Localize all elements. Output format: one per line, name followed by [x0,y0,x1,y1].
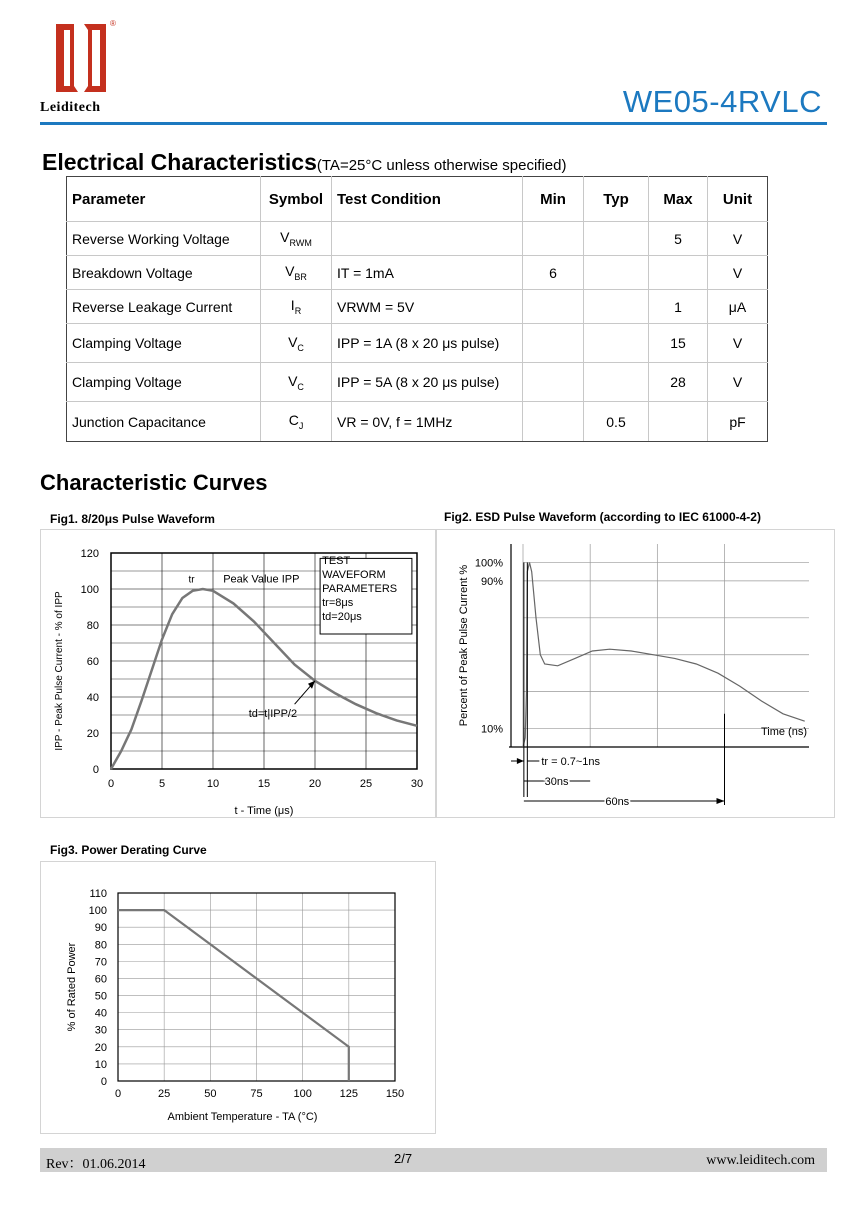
table-row [67,324,768,363]
y-tick-label: 20 [86,728,99,740]
annotation-tr: tr [188,574,195,586]
footer-rev: Rev：01.06.2014 [46,1157,146,1172]
y-tick-label: 0 [92,764,99,776]
y-tick-label: 80 [86,620,99,632]
y-tick-label: 20 [94,1041,107,1054]
annotation-30ns: 30ns [544,776,569,788]
cell-unit: V [708,324,768,363]
y-tick-label: 60 [94,973,107,986]
y-tick-label: 30 [94,1024,107,1037]
electrical-heading-title: Electrical Characteristics [42,149,317,175]
table-row [67,402,768,442]
col-parameter: Parameter [67,177,261,222]
y-tick-label: 0 [100,1076,107,1088]
cell-parameter: Reverse Working Voltage [67,222,261,256]
electrical-table [66,176,768,442]
cell-unit: μA [708,290,768,324]
fig3-title: Fig3. Power Derating Curve [50,843,207,857]
cell-parameter: Reverse Leakage Current [67,290,261,324]
x-tick-label: 125 [339,1088,359,1100]
table-row [67,363,768,402]
x-tick-label: 75 [250,1088,263,1100]
y-tick-label: 90 [94,922,107,935]
registered-mark: ® [110,19,116,28]
y-tick-label: 60 [86,656,99,668]
cell-min [523,324,584,363]
cell-parameter: Junction Capacitance [67,402,261,442]
table-row [67,222,768,256]
annotation-peak: Peak Value IPP [223,573,300,586]
annotation-box-line: PARAMETERS [322,582,398,595]
cell-min [523,222,584,256]
col-max: Max [649,177,708,222]
cell-min: 6 [523,256,584,290]
x-tick-label: 25 [359,778,373,790]
footer-website[interactable]: www.leiditech.com [706,1153,815,1168]
cell-typ [584,256,649,290]
cell-condition: VR = 0V, f = 1MHz [332,402,523,442]
cell-parameter: Breakdown Voltage [67,256,261,290]
cell-max: 15 [649,324,708,363]
cell-unit: pF [708,402,768,442]
x-tick-label: 25 [158,1088,171,1100]
x-axis-label: Ambient Temperature - TA (°C) [167,1111,318,1123]
footer-bar [40,1148,827,1172]
col-typ: Typ [584,177,649,222]
x-axis-label: t - Time (μs) [234,805,294,817]
x-tick-label: 10 [206,778,220,790]
cell-condition: IT = 1mA [332,256,523,290]
cell-condition: IPP = 5A (8 x 20 μs pulse) [332,363,523,402]
cell-condition [332,222,523,256]
cell-parameter: Clamping Voltage [67,363,261,402]
cell-max [649,256,708,290]
cell-typ [584,290,649,324]
y-tick-label: 40 [86,692,99,704]
cell-symbol: $V_C$ [261,363,332,402]
y-tick-label: 10% [480,723,503,736]
cell-unit: V [708,222,768,256]
y-tick-label: 100 [88,905,107,918]
cell-typ: 0.5 [584,402,649,442]
cell-max [649,402,708,442]
col-min: Min [523,177,584,222]
y-tick-label: 40 [94,1007,107,1020]
curves-heading: Characteristic Curves [40,470,268,495]
annotation-box-line: TEST [322,554,351,567]
header-rule [40,122,827,125]
y-tick-label: 100% [474,557,503,570]
y-tick-label: 50 [94,990,107,1003]
y-axis-label: % of Rated Power [66,942,78,1032]
cell-typ [584,363,649,402]
y-tick-label: 70 [94,956,107,969]
footer-page: 2/7 [394,1151,413,1166]
cell-symbol: $I_R$ [261,290,332,324]
cell-typ [584,222,649,256]
annotation-rise: tr = 0.7~1ns [541,756,601,768]
t60-arrow-head [717,798,725,804]
cell-condition: IPP = 1A (8 x 20 μs pulse) [332,324,523,363]
fig1-title: Fig1. 8/20μs Pulse Waveform [50,512,215,526]
fig3-chart [40,861,436,1134]
rise-arrow-head [517,758,524,764]
annotation-box-line: tr=8μs [322,596,354,609]
fig2-title: Fig2. ESD Pulse Waveform (according to IEC 61000-4-2) [444,510,761,524]
company-name: Leiditech [40,100,101,115]
cell-symbol: $V_C$ [261,324,332,363]
electrical-heading-condition: (TA=25°C unless otherwise specified) [316,157,567,174]
part-number: WE05-4RVLC [622,84,822,119]
y-tick-label: 110 [89,888,107,900]
y-tick-label: 120 [80,548,99,560]
x-tick-label: 50 [204,1088,217,1100]
fig2-chart [436,529,835,818]
y-tick-label: 90% [480,575,503,588]
annotation-box-line: WAVEFORM [322,568,386,581]
annotation-td: td=t|IPP/2 [248,707,298,720]
cell-min [523,363,584,402]
annotation-box-line: td=20μs [322,610,362,623]
cell-unit: V [708,256,768,290]
col-unit: Unit [708,177,768,222]
cell-condition: VRWM = 5V [332,290,523,324]
x-axis-label: Time (ns) [760,726,807,738]
cell-min [523,402,584,442]
x-tick-label: 0 [114,1088,122,1100]
cell-max: 28 [649,363,708,402]
cell-parameter: Clamping Voltage [67,324,261,363]
table-row [67,256,768,290]
y-axis-label: IPP - Peak Pulse Current - % of IPP [54,591,65,751]
y-tick-label: 100 [80,584,99,596]
cell-symbol: $V_{BR}$ [261,256,332,290]
cell-max: 1 [649,290,708,324]
annotation-60ns: 60ns [605,796,630,808]
col-condition: Test Condition [332,177,523,222]
electrical-heading [42,149,566,176]
y-tick-label: 10 [94,1058,107,1071]
cell-symbol: $V_{RWM}$ [261,222,332,256]
col-symbol: Symbol [261,177,332,222]
x-tick-label: 100 [293,1088,312,1100]
x-tick-label: 5 [158,778,166,790]
x-tick-label: 150 [385,1088,405,1100]
y-tick-label: 80 [94,939,107,952]
fig1-chart [40,529,436,818]
cell-max: 5 [649,222,708,256]
cell-unit: V [708,363,768,402]
company-logo [48,16,124,98]
y-axis-label: Percent of Peak Pulse Current % [458,564,470,727]
table-header-row [67,177,768,222]
cell-typ [584,324,649,363]
x-tick-label: 15 [257,778,271,790]
table-row [67,290,768,324]
x-tick-label: 30 [410,778,424,790]
x-tick-label: 0 [107,778,115,790]
x-tick-label: 20 [308,778,322,790]
cell-symbol: $C_J$ [261,402,332,442]
cell-min [523,290,584,324]
